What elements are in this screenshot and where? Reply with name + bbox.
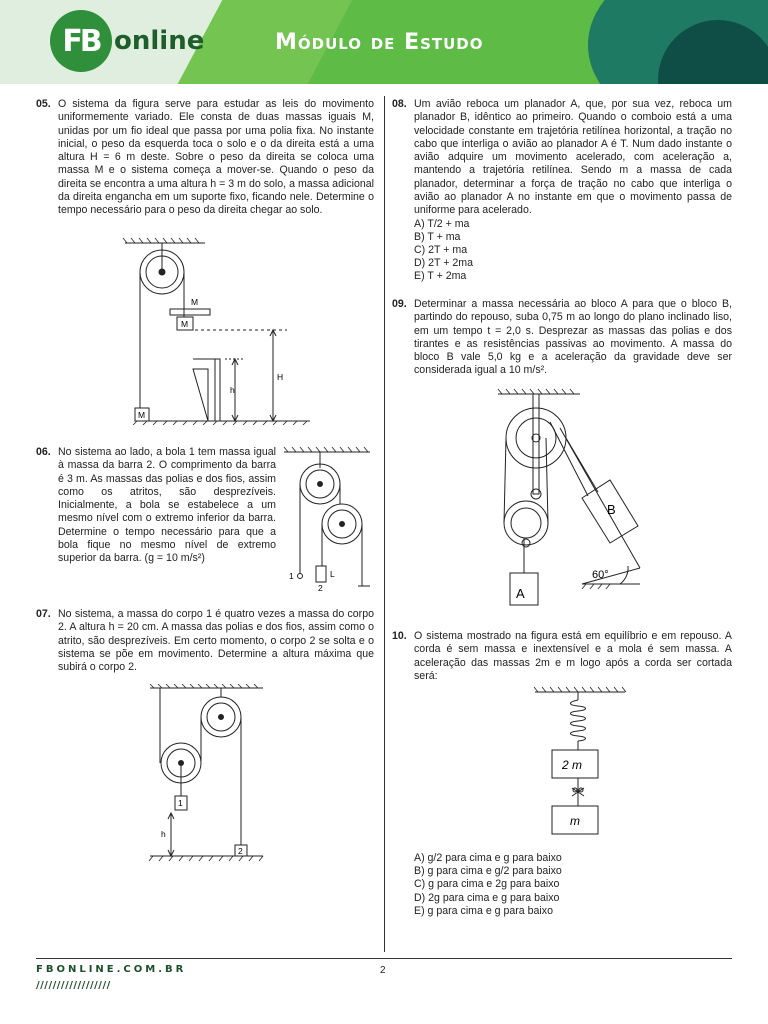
block-label-A: A [516,586,525,601]
footer-decoration: ////////////////// [36,980,111,991]
footer-site: FBONLINE.COM.BR [36,964,187,975]
option-d: D) 2g para cima e g para baixo [414,891,560,904]
question-number: 07. [36,608,51,620]
page-number: 2 [380,965,386,976]
question-text: O sistema da figura serve para estudar as leis do movimento uniformemente variado. Ele consta de duas massas iguais M, unidas por um fio ideal que passa por uma polia fixa. No instante inicial, o peso da esquerda toca o solo e o da direita está a uma altura H = 6 m deste. Sobre o peso da direita se coloca uma massa M e o sistema começa a mover-se. Quando o peso da direita se encontra a uma altura h = 3 m do solo, a massa adicional da direita engancha em um suporte fixo, ficando nele. Determine o tempo necessário para o peso da direita chegar ao solo. [58,98,374,217]
figure-q05-pulley [115,235,340,425]
page-title: Módulo de Estudo [275,30,484,55]
option-d: D) 2T + 2ma [414,257,473,270]
option-a: A) T/2 + ma [414,217,470,230]
option-e: E) T + 2ma [414,270,467,283]
height-label-h: h [161,829,166,839]
mass-label-top: M [191,297,199,307]
mass-label-m: m [570,814,580,828]
mass-label-left: M [138,410,146,420]
question-number: 09. [392,298,407,310]
question-text: No sistema, a massa do corpo 1 é quatro vezes a massa do corpo 2. A altura h = 20 cm. A massa das polias e dos fios, assim como o atrito, são desprezíveis. Em certo momento, o corpo 2 se solta e o sistema se põe em movimento. Determine a altura máxima que subirá o corpo 2. [58,608,374,674]
logo-word: online [114,26,205,56]
mass-label-2m: 2 m [562,758,583,772]
question-number: 08. [392,98,407,110]
fb-online-logo [50,10,204,72]
question-05 [36,98,374,218]
figure-q09-incline [490,388,650,608]
length-label-L: L [330,569,335,579]
question-07 [36,608,374,674]
option-c: C) 2T + ma [414,244,468,257]
block-label-B: B [607,502,616,517]
body-label-2: 2 [238,846,243,856]
question-number: 05. [36,98,51,110]
question-06 [36,446,276,566]
body-label-1: 1 [178,798,183,808]
q10-options-list [414,852,562,918]
option-b: B) T + ma [414,230,461,243]
figure-q07-pulleys [145,683,270,863]
option-b: B) g para cima e g/2 para baixo [414,865,562,878]
figure-q06-pulleys [280,446,380,596]
column-divider [384,96,385,952]
question-10 [392,630,732,683]
logo-mark: FB [50,10,112,72]
question-text: No sistema ao lado, a bola 1 tem massa igual à massa da barra 2. O comprimento da barra é 3 m. As massas das polias e dos fios, assim como os atritos, são desprezíveis. Inicialmente, a bola se estabelece a um mesmo nível com o extremo inferior da barra. Determine o tempo necessário para que a bola fique no mesmo nível de extremo superior da barra. (g = 10 m/s²) [58,446,276,565]
question-number: 06. [36,446,51,458]
question-number: 10. [392,630,407,642]
angle-label: 60° [592,569,609,581]
mass-label-right: M [181,319,189,329]
option-c: C) g para cima e 2g para baixo [414,878,560,891]
height-label-H: H [277,372,284,382]
option-a: A) g/2 para cima e g para baixo [414,852,562,864]
page-header [0,0,768,84]
option-e: E) g para cima e g para baixo [414,904,553,917]
question-08 [392,98,732,284]
question-text: Um avião reboca um planador A, que, por sua vez, reboca um planador B, idêntico ao primeiro. Quando o comboio está a uma velocidade constante em trajetória retilínea horizontal, a tração no cabo que interliga o avião ao planador A é T. Num dado instante o avião adquire um movimento acelerado, com aceleração a, mantendo a trajetória retilínea. Sendo m a massa de cada planador, determinar a força de tração no cabo que interliga o avião ao planador A no instante em que o movimento passa de uniforme para acelerado. [414,98,732,217]
height-label-h: h [230,385,235,395]
footer-divider [36,958,732,959]
question-text: Determinar a massa necessária ao bloco A para que o bloco B, partindo do repouso, suba 0,75 m ao longo do plano inclinado liso, em um tempo t = 2,0 s. Desprezar as massas das polias e dos tirantes e as resistências passivas ao movimento. A massa do bloco B vale 5,0 kg e a aceleração da gravidade deve ser considerada igual a 10 m/s². [414,298,732,377]
bar-label-2: 2 [318,583,323,593]
figure-q10-spring [530,686,630,846]
ball-label-1: 1 [289,571,294,581]
question-text: O sistema mostrado na figura está em equilíbrio e em repouso. A corda é sem massa e inextensível e a mola é sem massa. A aceleração das massas 2m e m logo após a corda ser cortada será: [414,630,732,682]
question-09 [392,298,732,378]
options-list [414,218,732,284]
